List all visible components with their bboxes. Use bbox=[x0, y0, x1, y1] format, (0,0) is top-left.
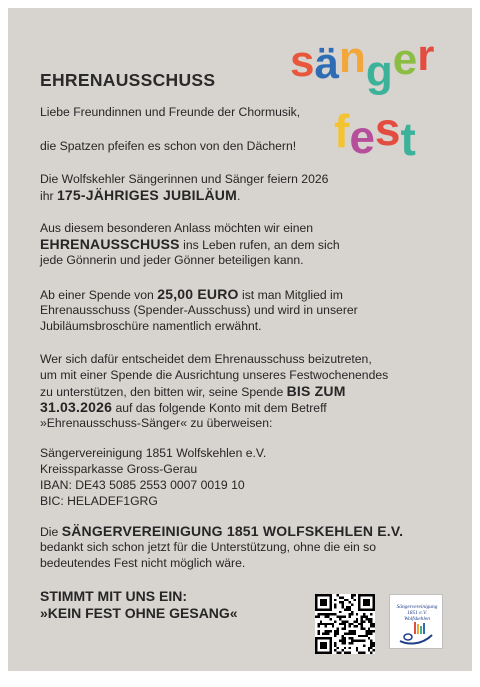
donation-line-3: Jubiläumsbroschüre namentlich erwähnt. bbox=[40, 319, 262, 333]
jubilee-highlight: 175-JÄHRIGES JUBILÄUM bbox=[56, 187, 237, 203]
music-note-icon bbox=[396, 619, 438, 647]
logo-letter: n bbox=[338, 33, 366, 82]
page-title: EHRENAUSSCHUSS bbox=[40, 70, 216, 90]
transfer-line-5: »Ehrenausschuss-Sänger« zu überweisen: bbox=[40, 416, 273, 430]
iban: IBAN: DE43 5085 2553 0007 0019 10 bbox=[40, 478, 245, 492]
logo-line-saenger bbox=[290, 31, 435, 96]
logo-line-fest bbox=[334, 103, 416, 165]
committee-line-3: jede Gönnerin und jeder Gönner beteiligen kann. bbox=[40, 253, 304, 267]
donation-line-1: Ab einer Spende von 25,00 EURO ist man Mitglied im bbox=[40, 286, 343, 302]
committee-highlight: EHRENAUSSCHUSS bbox=[40, 236, 180, 252]
bank-name: Kreissparkasse Gross-Gerau bbox=[40, 462, 198, 476]
logo-letter: r bbox=[417, 31, 435, 80]
closing-line-1: STIMMT MIT UNS EIN: bbox=[40, 588, 187, 604]
thanks-line-3: bedeutendes Fest nicht möglich wäre. bbox=[40, 556, 246, 570]
deadline-date: 31.03.2026 bbox=[40, 399, 113, 415]
logo-letter: e bbox=[392, 35, 418, 84]
club-name-highlight: SÄNGERVEREINIGUNG 1851 WOLFSKEHLEN E.V. bbox=[61, 523, 404, 539]
logo-letter: e bbox=[349, 111, 375, 163]
transfer-line-4: 31.03.2026 auf das folgende Konto mit dem Betreff bbox=[40, 399, 327, 415]
thanks-line-1: Die SÄNGERVEREINIGUNG 1851 WOLFSKEHLEN E.V. bbox=[40, 523, 404, 539]
transfer-line-1: Wer sich dafür entscheidet dem Ehrenausschuss beizutreten, bbox=[40, 352, 372, 366]
logo-letter: s bbox=[374, 103, 401, 155]
club-logo-badge bbox=[389, 594, 443, 649]
transfer-line-2: um mit einer Spende die Ausrichtung unseres Festwochenendes bbox=[40, 368, 389, 382]
club-logo-text: Sängervereinigung 1851 e.V. Wolfskehlen bbox=[396, 604, 438, 622]
donation-line-2: Ehrenausschuss (Spender-Ausschuss) und wird in unserer bbox=[40, 303, 358, 317]
closing-line-2: »KEIN FEST OHNE GESANG« bbox=[40, 605, 238, 621]
flyer-page bbox=[8, 8, 472, 671]
greeting-text: Liebe Freundinnen und Freunde der Chormusik, bbox=[40, 105, 301, 119]
deadline-highlight-a: BIS ZUM bbox=[286, 383, 346, 399]
qr-code[interactable] bbox=[315, 594, 375, 654]
bic: BIC: HELADEF1GRG bbox=[40, 494, 158, 508]
donation-amount: 25,00 EURO bbox=[157, 286, 239, 302]
celebration-line-1: Die Wolfskehler Sängerinnen und Sänger feiern 2026 bbox=[40, 172, 329, 186]
account-name: Sängervereinigung 1851 Wolfskehlen e.V. bbox=[40, 446, 267, 460]
transfer-line-3: zu unterstützen, den bitten wir, seine Spende BIS ZUM bbox=[40, 383, 346, 399]
committee-line-1: Aus diesem besonderen Anlass möchten wir einen bbox=[40, 221, 314, 235]
logo-letter: g bbox=[365, 47, 393, 96]
celebration-line-2: ihr 175-JÄHRIGES JUBILÄUM. bbox=[40, 187, 241, 203]
logo-letter: t bbox=[400, 113, 416, 165]
logo-letter: f bbox=[334, 105, 350, 157]
logo-letter: ä bbox=[314, 39, 339, 88]
intro-text: die Spatzen pfeifen es schon von den Dächern! bbox=[40, 139, 297, 153]
committee-line-2: EHRENAUSSCHUSS ins Leben rufen, an dem sich bbox=[40, 236, 340, 252]
logo-letter: s bbox=[290, 37, 315, 86]
thanks-line-2: bedankt sich schon jetzt für die Unterstützung, ohne die ein so bbox=[40, 540, 377, 554]
